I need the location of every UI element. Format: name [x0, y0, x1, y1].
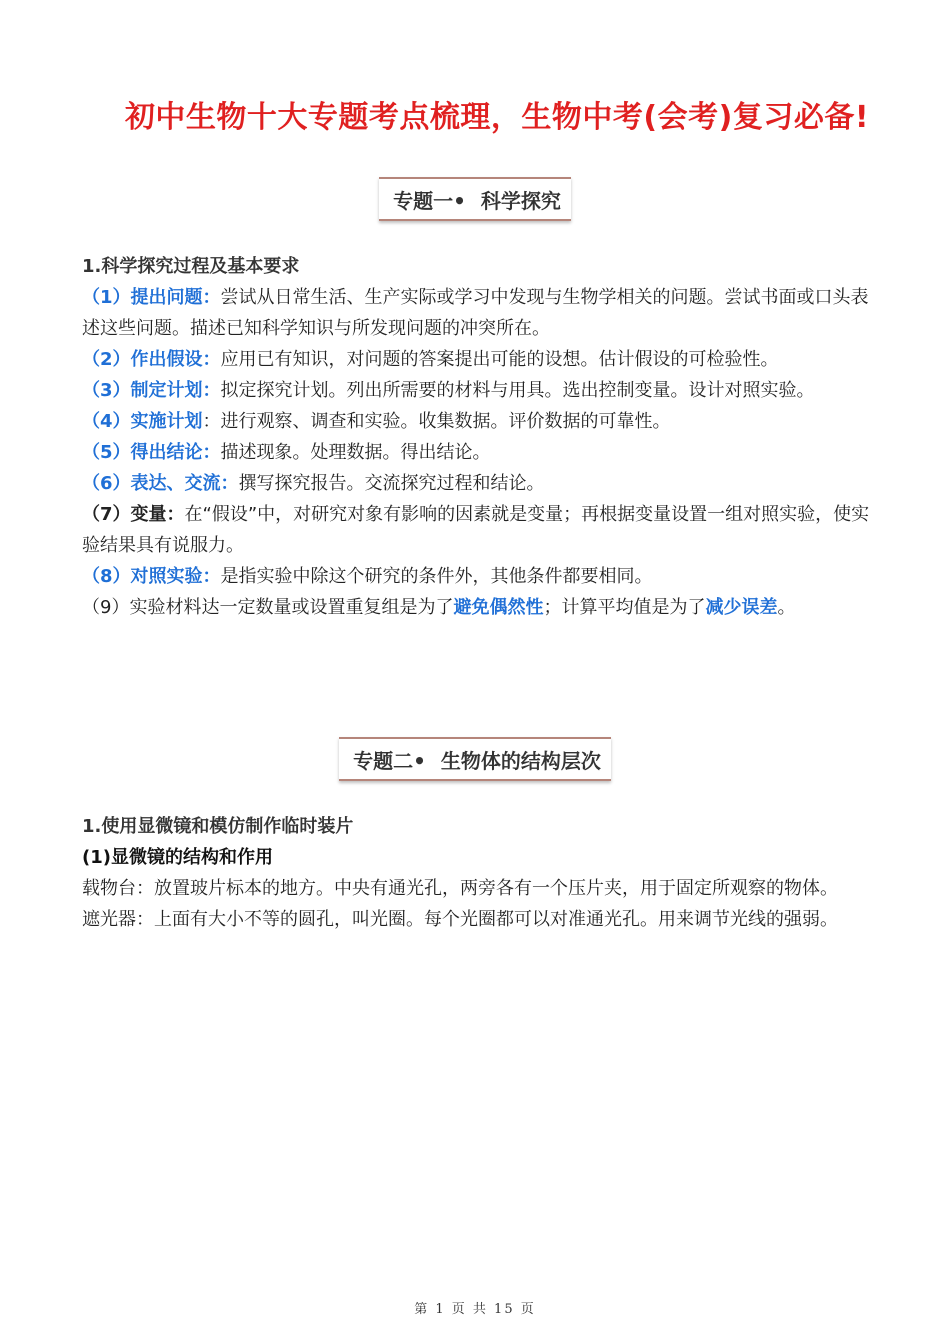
- document-title: 初中生物十大专题考点梳理，生物中考(会考)复习必备!: [124, 100, 870, 135]
- item-keyword: 对照实验：: [130, 566, 221, 587]
- item-keyword: 提出问题：: [130, 287, 221, 308]
- section-header-1-number: 专题一•: [393, 188, 466, 213]
- item-keyword: 得出结论：: [130, 442, 221, 463]
- item-number: （6）: [82, 473, 131, 494]
- item-9-middle: ；计算平均值是为了: [543, 597, 706, 618]
- item-9-end: 。: [777, 597, 796, 618]
- item-9-highlight-2: 减少误差: [705, 597, 778, 618]
- section-header-1-box: [379, 177, 571, 221]
- item-text: 撰写探究报告。交流探究过程和结论。: [238, 473, 545, 494]
- section-1-subhead: 1.科学探究过程及基本要求: [82, 256, 300, 277]
- list-item: [82, 561, 872, 592]
- item-keyword: 实施计划: [130, 411, 203, 432]
- section-header-1-title: 科学探究: [472, 179, 571, 219]
- section-header-2-number: 专题二•: [353, 748, 426, 773]
- item-number: （3）: [82, 380, 131, 401]
- list-item: [82, 344, 872, 375]
- item-number: （1）: [82, 287, 131, 308]
- paragraph: 载物台：放置玻片标本的地方。中央有通光孔，两旁各有一个压片夹，用于固定所观察的物体。: [82, 878, 838, 899]
- item-text: 拟定探究计划。列出所需要的材料与用具。选出控制变量。设计对照实验。: [220, 380, 815, 401]
- item-text: 描述现象。处理数据。得出结论。: [220, 442, 491, 463]
- item-keyword: 表达、交流：: [130, 473, 239, 494]
- list-item: [82, 375, 872, 406]
- page-number-footer: 第 1 页 共 15 页: [414, 1302, 536, 1317]
- section-header-2: [0, 737, 950, 781]
- item-9-highlight-1: 避免偶然性: [453, 597, 544, 618]
- section-header-2-title: 生物体的结构层次: [432, 739, 611, 779]
- list-item: [82, 499, 872, 561]
- item-number: （5）: [82, 442, 131, 463]
- list-item: [82, 282, 872, 344]
- item-text: ：进行观察、调查和实验。收集数据。评价数据的可靠性。: [202, 411, 671, 432]
- item-9-prefix: （9）实验材料达一定数量或设置重复组是为了: [82, 597, 454, 618]
- item-text: 是指实验中除这个研究的条件外，其他条件都要相同。: [220, 566, 653, 587]
- item-text: 尝试从日常生活、生产实际或学习中发现与生物学相关的问题。尝试书面或口头表述这些问题。描述已知科学知识与所发现问题的冲突所在。: [82, 287, 869, 339]
- item-number: （4）: [82, 411, 131, 432]
- section-1-content: [82, 251, 872, 623]
- item-keyword: 作出假设：: [130, 349, 221, 370]
- paragraph: 遮光器：上面有大小不等的圆孔，叫光圈。每个光圈都可以对准通光孔。用来调节光线的强弱。: [82, 909, 838, 930]
- item-number: （7）: [82, 504, 131, 525]
- list-item: [82, 592, 872, 623]
- section-2-subhead-2: (1)显微镜的结构和作用: [82, 847, 273, 868]
- item-keyword: 制定计划：: [130, 380, 221, 401]
- list-item: [82, 468, 872, 499]
- list-item: [82, 437, 872, 468]
- item-number: （8）: [82, 566, 131, 587]
- section-2-subhead: 1.使用显微镜和模仿制作临时装片: [82, 816, 354, 837]
- item-text: 应用已有知识，对问题的答案提出可能的设想。估计假设的可检验性。: [220, 349, 779, 370]
- item-number: （2）: [82, 349, 131, 370]
- section-header-2-box: [339, 737, 611, 781]
- item-keyword: 变量：: [130, 504, 185, 525]
- item-text: 在“假设”中，对研究对象有影响的因素就是变量；再根据变量设置一组对照实验，使实验结果具有说服力。: [82, 504, 870, 556]
- section-2-content: [82, 811, 872, 935]
- section-header-1: [0, 177, 950, 221]
- list-item: [82, 406, 872, 437]
